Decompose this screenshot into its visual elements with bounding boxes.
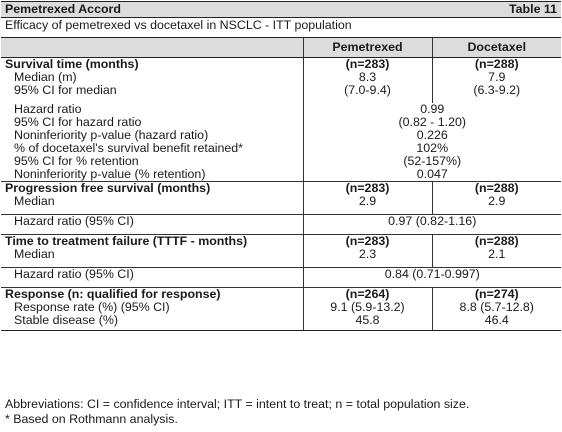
column-header-docetaxel: Docetaxel: [432, 38, 561, 58]
table-row: [1, 195, 561, 208]
cell-value: 8.8 (5.7-12.8): [459, 301, 534, 314]
row-label: Response rate (%) (95% CI): [1, 301, 303, 314]
row-label: 95% CI for % retention: [1, 155, 303, 168]
row-label: Noninferiority p-value (% retention): [1, 168, 303, 182]
cell-value: 46.4: [432, 314, 561, 331]
section-title: Response (n: qualified for response): [1, 288, 303, 302]
table-row: [1, 84, 561, 97]
merged-cell-value: 102%: [416, 142, 449, 155]
row-label: Noninferiority p-value (hazard ratio): [1, 129, 303, 142]
footnote-rothmann: * Based on Rothmann analysis.: [5, 412, 178, 426]
table-row: [1, 71, 561, 84]
n-value: (n=274): [432, 288, 561, 302]
section-row-pfs: [1, 182, 561, 196]
table-row: [1, 215, 561, 229]
row-label: 95% CI for hazard ratio: [1, 116, 303, 129]
table-caption: Efficacy of pemetrexed vs docetaxel in NSCLC - ITT population: [5, 18, 352, 32]
merged-cell-value: 0.226: [416, 129, 448, 142]
merged-cell-value: 0.84 (0.71-0.997): [303, 268, 561, 282]
merged-cell-value: 0.97 (0.82-1.16): [303, 215, 561, 229]
table-row: [1, 142, 561, 155]
section-row-tttf: [1, 235, 561, 249]
row-label: % of docetaxel's survival benefit retained*: [1, 142, 303, 155]
cell-value: 8.3: [303, 71, 432, 84]
table-row: [1, 268, 561, 282]
cell-value: 9.1 (5.9-13.2): [303, 301, 432, 314]
column-header-pemetrexed: Pemetrexed: [303, 38, 432, 58]
n-value: (n=288): [432, 182, 561, 196]
row-label: Hazard ratio (95% CI): [1, 268, 303, 282]
section-row-survival: [1, 58, 561, 72]
table-row: [1, 103, 561, 116]
cell-value: 2.9: [488, 195, 506, 208]
row-label: Median: [1, 195, 303, 208]
cell-value: 2.3: [303, 248, 432, 261]
column-header-row: [1, 38, 561, 58]
row-label: Median: [1, 248, 303, 261]
n-value: (n=288): [474, 57, 519, 71]
merged-cell-value: 0.047: [416, 168, 448, 181]
cell-value: (7.0-9.4): [303, 84, 432, 97]
section-title: Progression free survival (months): [1, 182, 303, 196]
row-label: Hazard ratio (95% CI): [1, 215, 303, 229]
cell-value: 2.1: [488, 248, 506, 261]
row-label: Median (m): [1, 71, 303, 84]
table-row: [1, 129, 561, 142]
efficacy-table: [1, 37, 561, 331]
n-value: (n=283): [303, 235, 432, 249]
section-title: Time to treatment failure (TTTF - months): [1, 235, 303, 249]
table-row: [1, 301, 561, 314]
n-value: (n=264): [303, 288, 432, 302]
table-number: Table 11: [509, 2, 557, 16]
section-row-response: [1, 288, 561, 302]
merged-cell-value: (0.82 - 1.20): [398, 116, 466, 129]
cell-value: (6.3-9.2): [473, 84, 521, 97]
n-value: (n=283): [303, 182, 432, 196]
document-page: [1, 1, 561, 430]
document-title: Pemetrexed Accord: [5, 2, 121, 16]
table-row: [1, 168, 561, 182]
section-title: Survival time (months): [1, 58, 303, 72]
table-row: [1, 116, 561, 129]
document-header-bar: [1, 1, 561, 18]
row-label: 95% CI for median: [1, 84, 303, 97]
n-value: (n=288): [432, 235, 561, 249]
row-label: Stable disease (%): [1, 314, 303, 331]
cell-value: 2.9: [303, 195, 432, 208]
merged-cell-value: 0.99: [420, 103, 445, 116]
table-row: [1, 248, 561, 261]
row-label: Hazard ratio: [1, 103, 303, 116]
cell-value: 45.8: [303, 314, 432, 331]
footnote-abbreviations: Abbreviations: CI = confidence interval; ITT = intent to treat; n = total population size.: [5, 397, 470, 411]
table-row: [1, 155, 561, 168]
cell-value: 7.9: [488, 71, 506, 84]
merged-cell-value: (52-157%): [403, 155, 462, 168]
n-value: (n=283): [303, 58, 432, 72]
table-row: [1, 314, 561, 331]
header-blank: [1, 38, 303, 58]
